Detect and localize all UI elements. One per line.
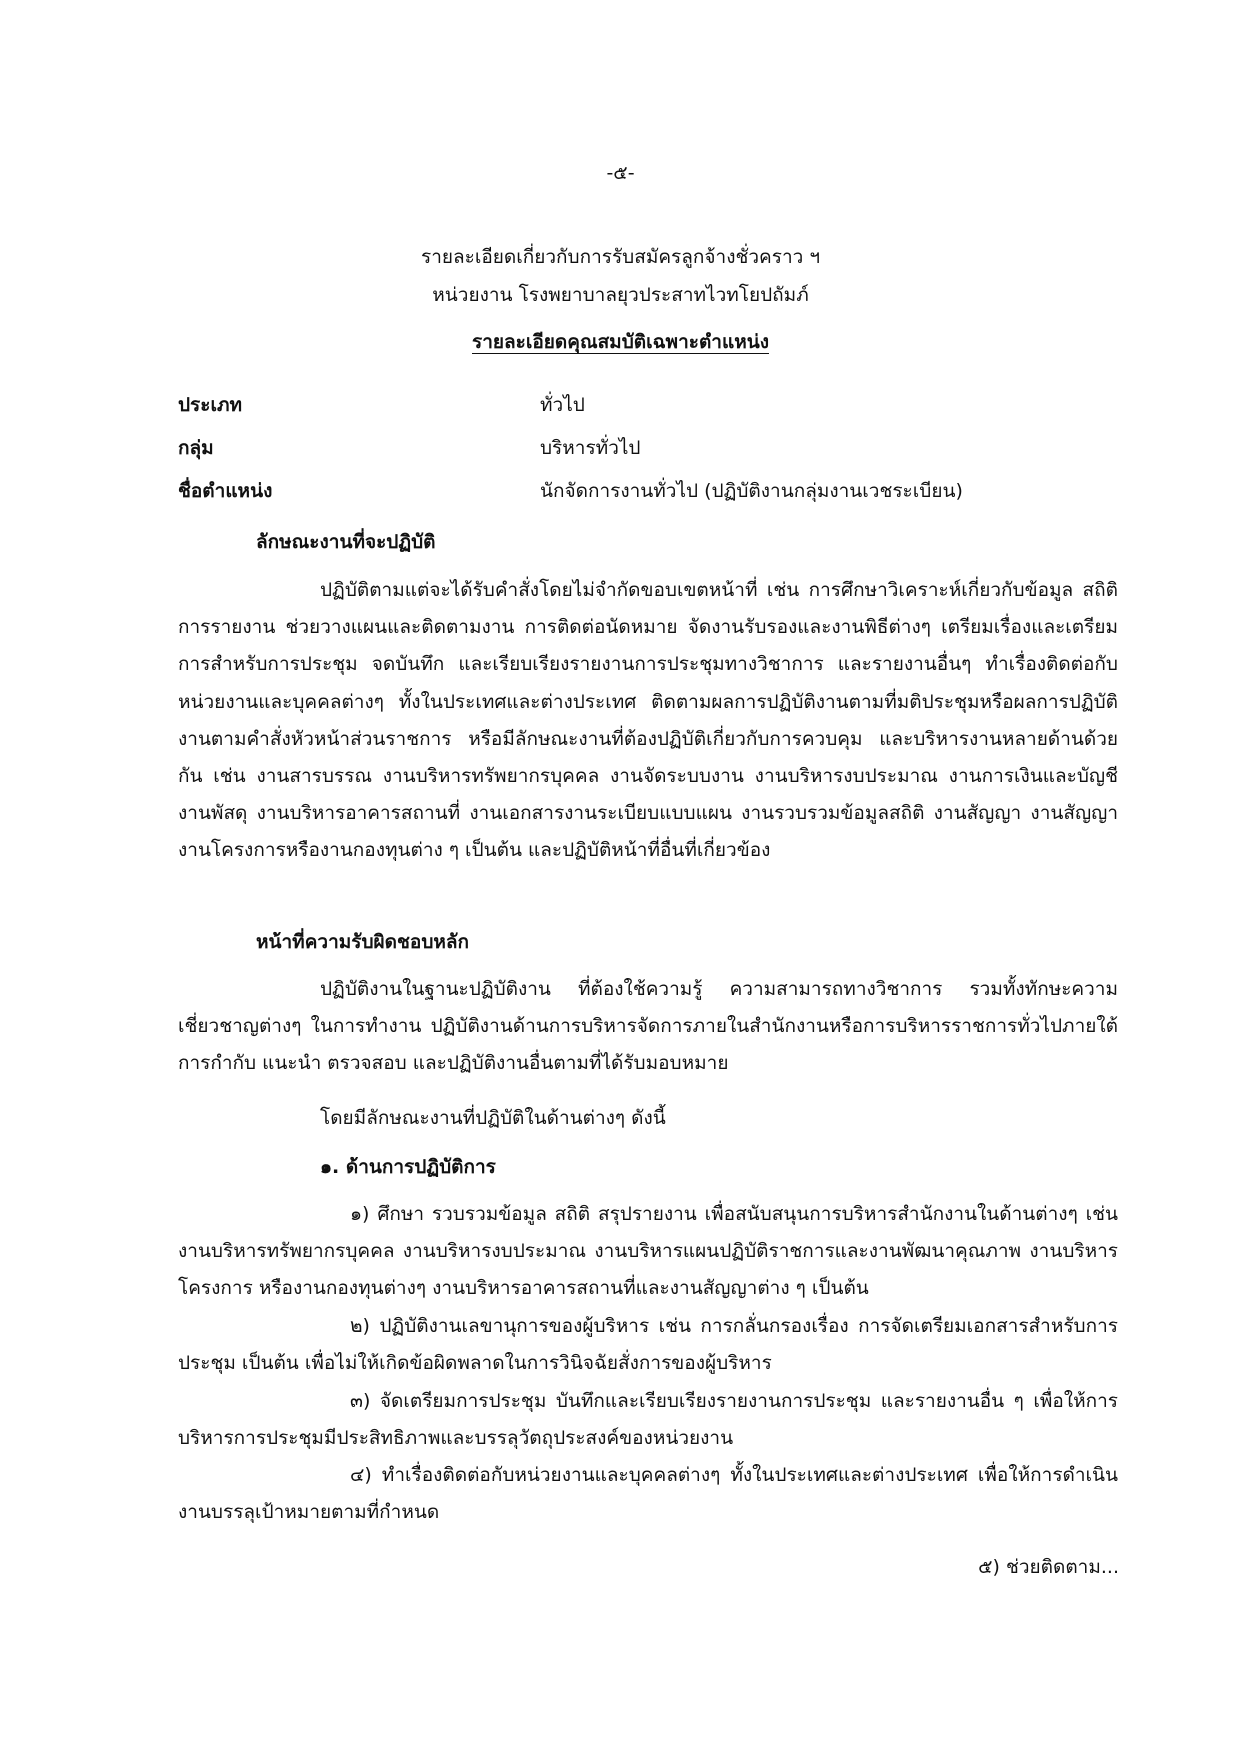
field-value-group: บริหารทั่วไป bbox=[540, 437, 641, 459]
field-label-position: ชื่อตำแหน่ง bbox=[178, 480, 273, 502]
work-nature-text: ปฏิบัติตามแต่จะได้รับคำสั่งโดยไม่จำกัดขอบเขตหน้าที่ เช่น การศึกษาวิเคราะห์เกี่ยวกับข้อมูล สถิติ การรายงาน ช่วยวางแผนและติดตามงาน การติดต่อนัดหมาย จัดงานรับรองและงานพิธีต่างๆ เตรียมเรื่องและเตรียมการสำหรับการประชุม จดบันทึก และเรียบเรียงรายงานการประชุมทางวิชาการ และรายงานอื่นๆ ทำเรื่องติดต่อกับหน่วยงานและบุคคลต่างๆ ทั้งในประเทศและต่างประเทศ ติดตามผลการปฏิบัติงานตามที่มติประชุมหรือผลการปฏิบัติงานตามคำสั่งหัวหน้าส่วนราชการ หรือมีลักษณะงานที่ต้องปฏิบัติเกี่ยวกับการควบคุม และบริหารงานหลายด้านด้วยกัน เช่น งานสารบรรณ งานบริหารทรัพยากรบุคคล งานจัดระบบงาน งานบริหารงบประมาณ งานการเงินและบัญชี งานพัสดุ งานบริหารอาคารสถานที่ งานเอกสารงานระเบียบแบบแผน งานรวบรวมข้อมูลสถิติ งานสัญญา งานสัญญา งานโครงการหรืองานกองทุนต่าง ๆ เป็นต้น และปฏิบัติหน้าที่อื่นที่เกี่ยวข้อง bbox=[178, 579, 1118, 862]
continuation-note: ๕) ช่วยติดตาม... bbox=[978, 1556, 1119, 1578]
main-duties-heading: หน้าที่ความรับผิดชอบหลัก bbox=[256, 931, 470, 953]
field-value-position: นักจัดการงานทั่วไป (ปฏิบัติงานกลุ่มงานเวชระเบียน) bbox=[540, 480, 963, 502]
field-label-group: กลุ่ม bbox=[178, 437, 214, 459]
work-nature-heading: ลักษณะงานที่จะปฏิบัติ bbox=[256, 531, 436, 553]
page-number: -๕- bbox=[606, 162, 635, 184]
field-label-type: ประเภท bbox=[178, 394, 243, 416]
header-line-2: หน่วยงาน โรงพยาบาลยุวประสาทไวทโยปถัมภ์ bbox=[432, 284, 809, 306]
operations-item-1: ๑) ศึกษา รวบรวมข้อมูล สถิติ สรุปรายงาน เพื่อสนับสนุนการบริหารสำนักงานในด้านต่างๆ เช่น งานบริหารทรัพยากรบุคคล งานบริหารงบประมาณ งานบริหารแผนปฏิบัติราชการและงานพัฒนาคุณภาพ งานบริหารโครงการ หรืองานกองทุนต่างๆ งานบริหารอาคารสถานที่และงานสัญญาต่าง ๆ เป็นต้น bbox=[178, 1203, 1118, 1300]
section-title: รายละเอียดคุณสมบัติเฉพาะตำแหน่ง bbox=[472, 331, 769, 353]
operations-heading: ๑. ด้านการปฏิบัติการ bbox=[320, 1156, 496, 1178]
main-duties-text: ปฏิบัติงานในฐานะปฏิบัติงาน ที่ต้องใช้ความรู้ ความสามารถทางวิชาการ รวมทั้งทักษะความเชี่ยวชาญต่างๆ ในการทำงาน ปฏิบัติงานด้านการบริหารจัดการภายในสำนักงานหรือการบริหารราชการทั่วไปภายใต้การกำกับ แนะนำ ตรวจสอบ และปฏิบัติงานอื่นตามที่ได้รับมอบหมาย bbox=[178, 978, 1118, 1075]
main-duties-intro: โดยมีลักษณะงานที่ปฏิบัติในด้านต่างๆ ดังนี้ bbox=[320, 1107, 666, 1129]
operations-item-3: ๓) จัดเตรียมการประชุม บันทึกและเรียบเรียงรายงานการประชุม และรายงานอื่น ๆ เพื่อให้การบริหารการประชุมมีประสิทธิภาพและบรรลุวัตถุประสงค์ของหน่วยงาน bbox=[178, 1390, 1118, 1450]
operations-item-4: ๔) ทำเรื่องติดต่อกับหน่วยงานและบุคคลต่างๆ ทั้งในประเทศและต่างประเทศ เพื่อให้การดำเนินงานบรรลุเป้าหมายตามที่กำหนด bbox=[178, 1464, 1118, 1524]
operations-item-2: ๒) ปฏิบัติงานเลขานุการของผู้บริหาร เช่น การกลั่นกรองเรื่อง การจัดเตรียมเอกสารสำหรับการประชุม เป็นต้น เพื่อไม่ให้เกิดข้อผิดพลาดในการวินิจฉัยสั่งการของผู้บริหาร bbox=[178, 1315, 1118, 1375]
field-value-type: ทั่วไป bbox=[540, 394, 585, 416]
header-line-1: รายละเอียดเกี่ยวกับการรับสมัครลูกจ้างชั่วคราว ฯ bbox=[420, 246, 821, 268]
